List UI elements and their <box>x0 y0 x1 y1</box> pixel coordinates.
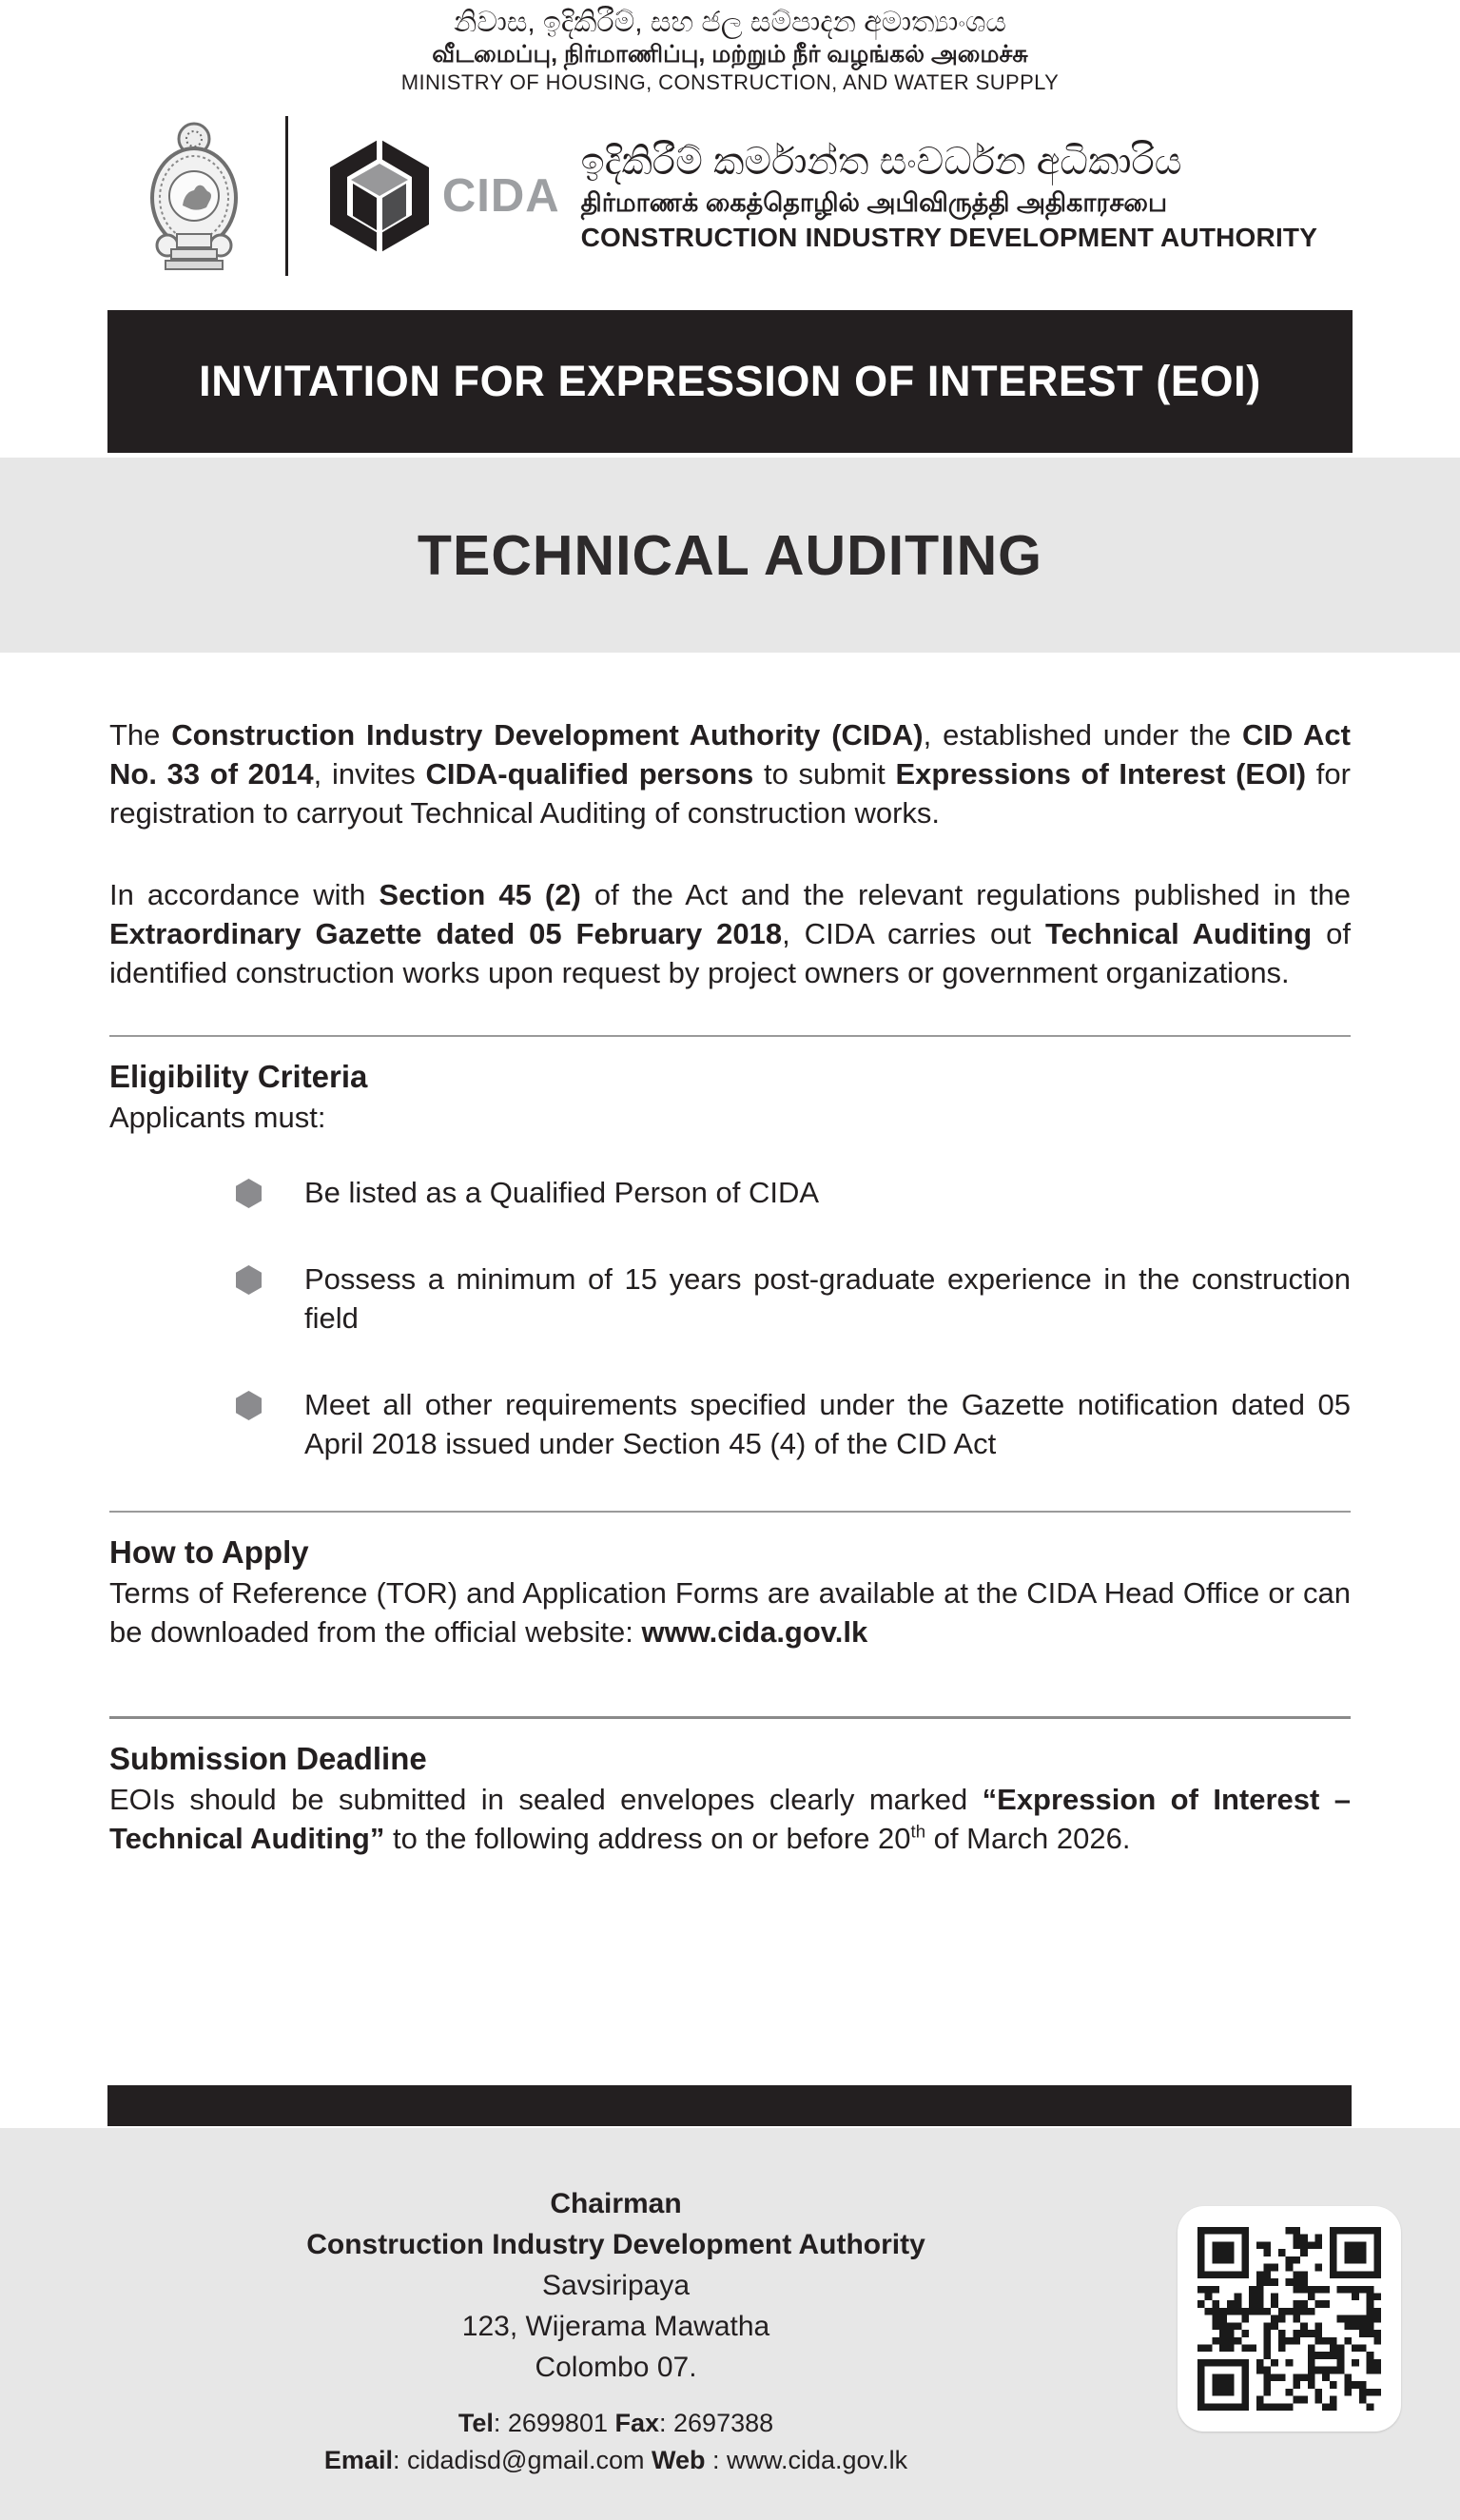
hexagon-bullet-icon <box>236 1179 262 1208</box>
tel-fax-line: Tel: 2699801 Fax: 2697388 <box>457 2409 774 2437</box>
submission-body: EOIs should be submitted in sealed envelopes clearly marked “Expression of Interest – Technical Auditing” to the following address on or before 20th of March 2026. <box>109 1783 1351 1855</box>
cida-logo-icon <box>330 138 429 254</box>
eligibility-list <box>109 1173 1351 1463</box>
section-divider-1 <box>109 1035 1351 1037</box>
section-divider-2 <box>109 1511 1351 1513</box>
intro-paragraph-2: In accordance with Section 45 (2) of the Act and the relevant regulations published in the Extraordinary Gazette dated 05 February 2018, CIDA carries out Technical Auditing of identified construction works upon request by project owners or government organizations. <box>109 878 1352 989</box>
hexagon-bullet-icon <box>236 1265 262 1295</box>
ministry-header <box>0 0 1460 95</box>
address-line-3: Colombo 07. <box>535 2352 697 2383</box>
qr-code <box>1178 2206 1401 2432</box>
eoi-banner <box>107 310 1353 453</box>
sri-lanka-emblem-icon <box>143 118 245 274</box>
eligibility-item <box>109 1260 1351 1338</box>
eligibility-intro: Applicants must: <box>109 1101 326 1134</box>
document-body <box>109 715 1351 1858</box>
eligibility-item-text: Meet all other requirements specified under the Gazette notification dated 05 April 2018 issued under Section 45 (4) of the CID Act <box>304 1388 1351 1460</box>
footer <box>0 2128 1460 2520</box>
email-web-line: Email: cidadisd@gmail.com Web : www.cida.gov.lk <box>323 2446 908 2474</box>
section-divider-3 <box>109 1716 1351 1719</box>
subject-title: TECHNICAL AUDITING <box>417 523 1043 587</box>
org-name-sinhala: ඉදිකිරීම් කර්මාන්ත සංවර්ධන අධිකාරිය <box>580 140 1182 183</box>
hexagon-bullet-icon <box>236 1391 262 1420</box>
chairman-line: Chairman <box>550 2188 682 2219</box>
ministry-name-sinhala: නිවාස, ඉදිකිරීම්, සහ ජල සම්පාදන අමාත්‍යාංශය <box>454 7 1006 38</box>
eligibility-heading: Eligibility Criteria <box>109 1059 368 1094</box>
ministry-name-english: MINISTRY OF HOUSING, CONSTRUCTION, AND WATER SUPPLY <box>400 70 1060 94</box>
address-line-2: 123, Wijerama Mawatha <box>461 2311 770 2342</box>
cida-wordmark: CIDA <box>441 170 560 222</box>
ministry-name-tamil: வீடமைப்பு, நிர்மாணிப்பு, மற்றும் நீர் வழங்கல் அமைச்சு <box>432 41 1028 68</box>
footer-black-bar <box>107 2085 1352 2126</box>
eligibility-item <box>109 1173 1351 1212</box>
eoi-banner-title: INVITATION FOR EXPRESSION OF INTEREST (EOI) <box>199 357 1261 405</box>
address-line-1: Savsiripaya <box>541 2270 691 2301</box>
subject-band <box>0 458 1460 653</box>
submission-heading: Submission Deadline <box>109 1741 427 1776</box>
eligibility-item-text: Be listed as a Qualified Person of CIDA <box>304 1176 820 1209</box>
org-name-english: CONSTRUCTION INDUSTRY DEVELOPMENT AUTHORITY <box>580 222 1318 252</box>
organization-line: Construction Industry Development Authority <box>306 2229 925 2260</box>
how-to-apply-body: Terms of Reference (TOR) and Application Forms are available at the CIDA Head Office or can be downloaded from the official website: www.cida.gov.lk <box>109 1576 1351 1649</box>
org-header <box>0 110 1460 282</box>
intro-paragraph-1: The Construction Industry Development Authority (CIDA), established under the CID Act No. 33 of 2014, invites CIDA-qualified persons to submit Expressions of Interest (EOI) for registration to carryout Technical Auditing of construction works. <box>109 718 1351 830</box>
eligibility-item-text: Possess a minimum of 15 years post-graduate experience in the construction field <box>304 1262 1351 1335</box>
how-to-apply-heading: How to Apply <box>109 1534 309 1570</box>
footer-contact-block <box>109 2128 1122 2479</box>
header-vertical-rule <box>285 116 288 276</box>
org-name-tamil: திர்மாணக் கைத்தொழில் அபிவிருத்தி அதிகாரசபை <box>580 187 1168 217</box>
eligibility-item <box>109 1385 1351 1463</box>
